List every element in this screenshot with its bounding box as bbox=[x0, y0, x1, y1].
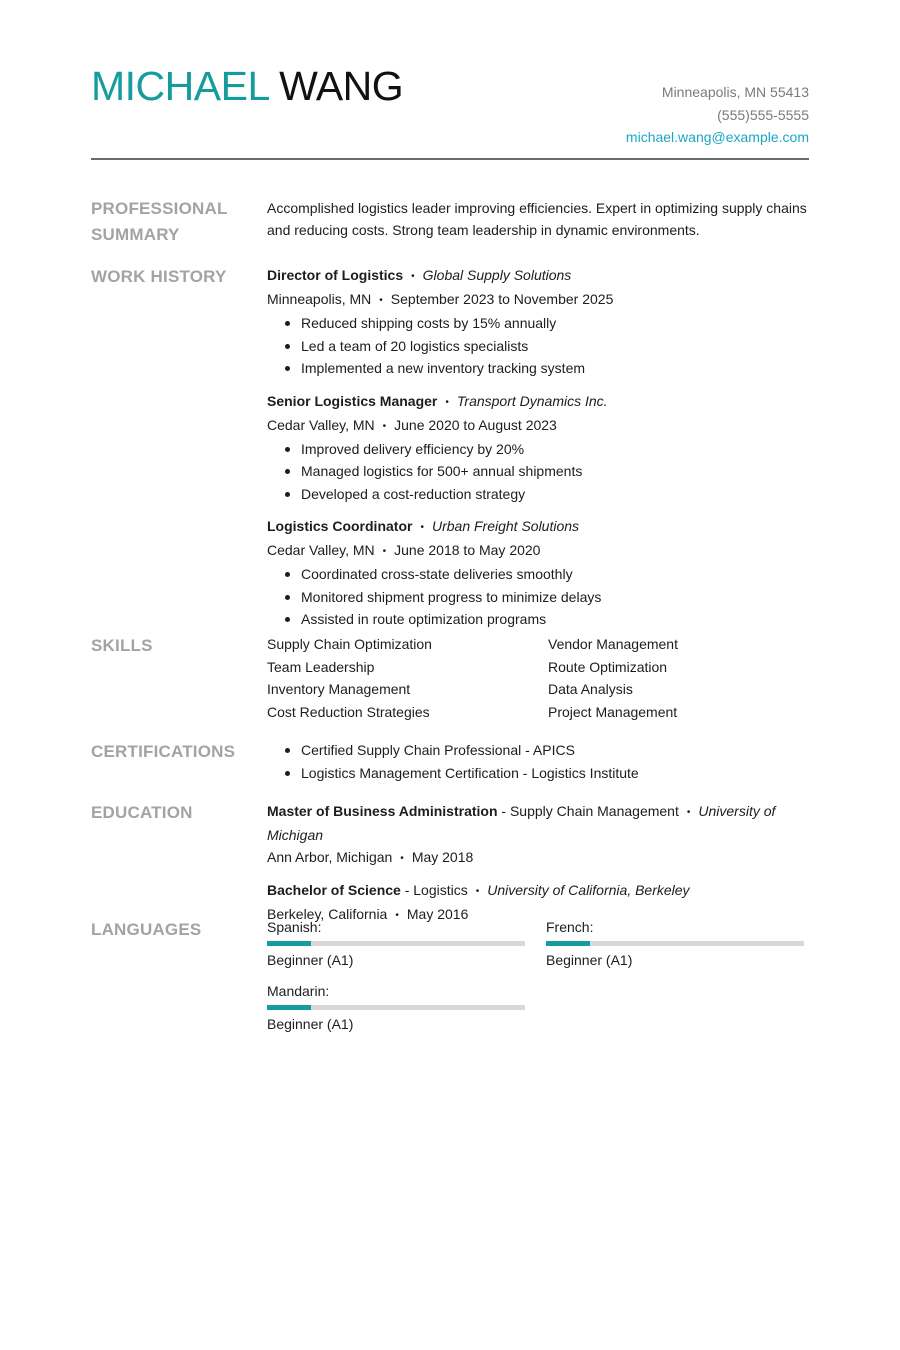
job-bullet: Developed a cost-reduction strategy bbox=[301, 483, 809, 506]
job-entry bbox=[267, 515, 809, 631]
skill-item: Data Analysis bbox=[548, 681, 633, 697]
language-item bbox=[267, 981, 546, 1035]
language-level: Beginner (A1) bbox=[546, 952, 633, 968]
skills-grid bbox=[267, 633, 809, 723]
certifications-list bbox=[267, 739, 809, 784]
language-level: Beginner (A1) bbox=[267, 952, 354, 968]
first-name: MICHAEL bbox=[91, 63, 269, 109]
proficiency-bar-fill bbox=[267, 941, 311, 946]
proficiency-bar bbox=[546, 941, 804, 946]
certification-item: Certified Supply Chain Professional - APICS bbox=[301, 739, 809, 762]
skill-item: Project Management bbox=[548, 703, 678, 720]
contact-location: Minneapolis, MN 55413 bbox=[661, 84, 809, 100]
section-title-line: PROFESSIONAL bbox=[91, 199, 228, 218]
job-bullets bbox=[267, 438, 809, 506]
job-bullet: Reduced shipping costs by 15% annually bbox=[301, 312, 809, 335]
language-name: French: bbox=[546, 919, 594, 935]
separator-dot: • bbox=[475, 886, 480, 897]
degree-name: Master of Business Administration bbox=[267, 803, 498, 819]
section-title-work-history: WORK HISTORY bbox=[91, 267, 227, 286]
school-location: Berkeley, California bbox=[267, 906, 388, 922]
school-name: University of California, Berkeley bbox=[487, 882, 690, 898]
job-title: Director of Logistics bbox=[267, 267, 404, 283]
proficiency-bar bbox=[267, 941, 525, 946]
education-list bbox=[267, 800, 809, 936]
education-meta bbox=[267, 846, 809, 870]
graduation-date: May 2016 bbox=[406, 906, 469, 922]
job-bullet: Led a team of 20 logistics specialists bbox=[301, 335, 809, 358]
job-dates: June 2018 to May 2020 bbox=[394, 542, 541, 558]
job-title: Senior Logistics Manager bbox=[267, 392, 438, 409]
candidate-name bbox=[91, 62, 403, 110]
separator-dot: • bbox=[411, 271, 415, 282]
last-name: WANG bbox=[279, 63, 404, 109]
job-company: Urban Freight Solutions bbox=[431, 518, 580, 534]
section-title-languages: LANGUAGES bbox=[91, 920, 202, 939]
job-bullet: Managed logistics for 500+ annual shipments bbox=[301, 460, 809, 483]
separator-dot: • bbox=[400, 853, 404, 864]
job-location: Cedar Valley, MN bbox=[267, 542, 375, 558]
language-level: Beginner (A1) bbox=[267, 1016, 354, 1032]
job-location: Minneapolis, MN bbox=[267, 291, 372, 307]
job-meta bbox=[267, 539, 809, 563]
job-heading bbox=[267, 264, 809, 288]
degree-field: - Supply Chain Management bbox=[497, 803, 679, 819]
header-divider bbox=[91, 158, 809, 160]
section-title-line: SUMMARY bbox=[91, 225, 180, 244]
languages-grid bbox=[267, 917, 809, 1035]
separator-dot: • bbox=[379, 295, 383, 306]
skill-item: Cost Reduction Strategies bbox=[267, 703, 430, 720]
separator-dot: • bbox=[445, 396, 449, 408]
job-title: Logistics Coordinator bbox=[267, 518, 413, 534]
school-name: University of Michigan bbox=[267, 803, 776, 843]
separator-dot: • bbox=[382, 420, 387, 432]
job-heading bbox=[267, 515, 809, 539]
contact-block bbox=[626, 81, 809, 149]
skill-item: Inventory Management bbox=[267, 681, 411, 697]
proficiency-bar bbox=[267, 1005, 525, 1010]
school-location: Ann Arbor, Michigan bbox=[267, 849, 393, 865]
job-bullet: Improved delivery efficiency by 20% bbox=[301, 438, 809, 461]
job-meta bbox=[267, 288, 809, 312]
skill-item: Route Optimization bbox=[548, 658, 668, 675]
skill-item: Vendor Management bbox=[548, 636, 678, 652]
separator-dot: • bbox=[395, 910, 399, 921]
summary-text: Accomplished logistics leader improving efficiencies. Expert in optimizing supply chains and reducing costs. Strong team leadership in dynamic environments. bbox=[267, 200, 807, 238]
language-item bbox=[267, 917, 546, 971]
language-name: Spanish: bbox=[267, 919, 322, 935]
job-bullets bbox=[267, 563, 809, 631]
job-company: Global Supply Solutions bbox=[422, 267, 572, 283]
job-bullets bbox=[267, 312, 809, 380]
job-dates: September 2023 to November 2025 bbox=[390, 291, 614, 307]
job-entry bbox=[267, 390, 809, 506]
contact-phone: (555)555-5555 bbox=[717, 106, 809, 123]
job-dates: June 2020 to August 2023 bbox=[394, 416, 557, 433]
job-location: Cedar Valley, MN bbox=[267, 416, 375, 433]
skill-item: Supply Chain Optimization bbox=[267, 636, 432, 652]
job-bullet: Monitored shipment progress to minimize delays bbox=[301, 586, 809, 609]
education-entry bbox=[267, 800, 809, 870]
education-heading bbox=[267, 800, 809, 846]
work-history-list bbox=[267, 264, 809, 641]
degree-field: - Logistics bbox=[400, 882, 468, 898]
contact-email-link[interactable]: michael.wang@example.com bbox=[625, 129, 809, 145]
proficiency-bar-fill bbox=[546, 941, 590, 946]
section-title-education: EDUCATION bbox=[91, 803, 193, 822]
job-heading bbox=[267, 390, 809, 414]
separator-dot: • bbox=[382, 546, 387, 557]
proficiency-bar-fill bbox=[267, 1005, 311, 1010]
graduation-date: May 2018 bbox=[411, 849, 474, 865]
degree-name: Bachelor of Science bbox=[267, 882, 401, 898]
job-bullet: Implemented a new inventory tracking system bbox=[301, 357, 809, 380]
job-meta bbox=[267, 414, 809, 438]
separator-dot: • bbox=[686, 807, 691, 818]
job-company: Transport Dynamics Inc. bbox=[456, 392, 608, 409]
job-entry bbox=[267, 264, 809, 380]
resume-header bbox=[91, 62, 809, 148]
skill-item: Team Leadership bbox=[267, 658, 375, 675]
language-name: Mandarin: bbox=[267, 983, 330, 999]
certification-bullets bbox=[267, 739, 809, 784]
education-heading bbox=[267, 879, 809, 903]
section-title-summary bbox=[91, 196, 241, 248]
section-title-skills: SKILLS bbox=[91, 636, 153, 655]
language-item bbox=[546, 917, 809, 971]
section-title-certifications: CERTIFICATIONS bbox=[91, 742, 236, 761]
job-bullet: Assisted in route optimization programs bbox=[301, 608, 809, 631]
separator-dot: • bbox=[420, 522, 424, 533]
job-bullet: Coordinated cross-state deliveries smoothly bbox=[301, 563, 809, 586]
certification-item: Logistics Management Certification - Logistics Institute bbox=[301, 762, 809, 785]
